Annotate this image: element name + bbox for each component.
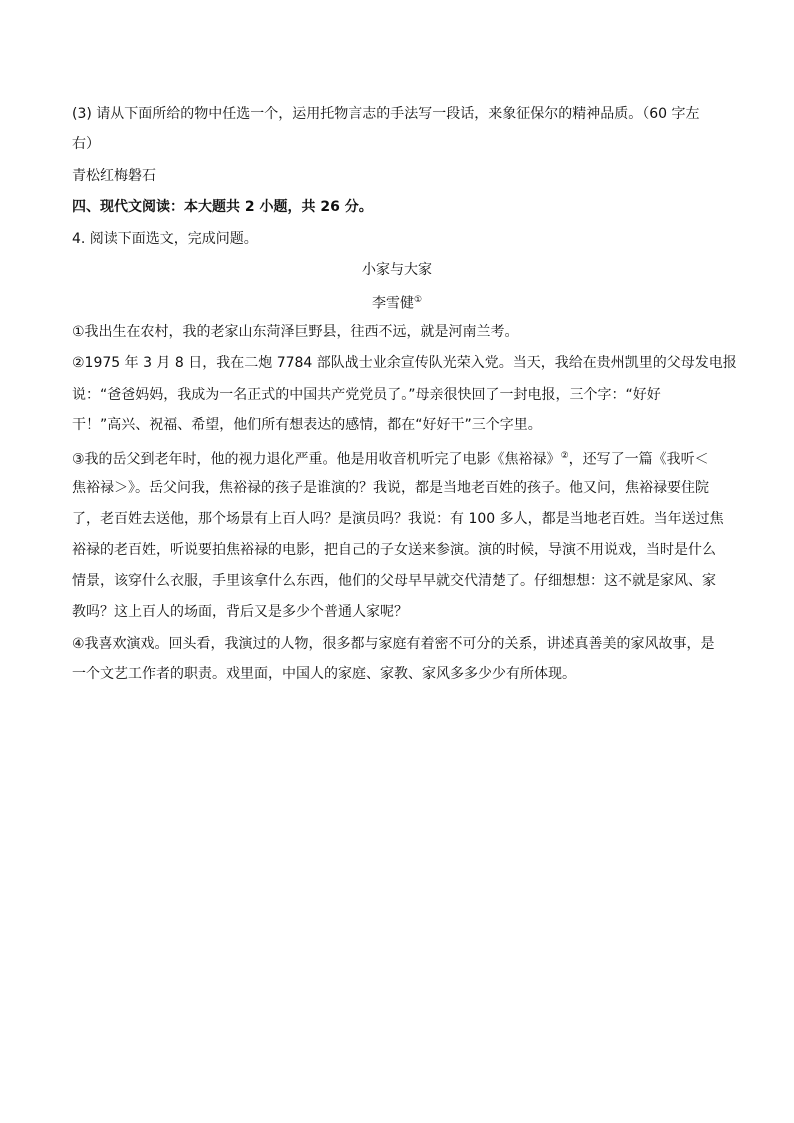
article-author	[0, 290, 794, 314]
paragraph-3-line-1-text-b: ，还写了一篇《我听＜	[568, 451, 709, 468]
paragraph-3-line-4: 裕禄的老百姓，听说要拍焦裕禄的电影，把自己的子女送来参演。演的时候，导演不用说戏，当时是什么	[72, 542, 716, 558]
author-footnote-marker: ①	[413, 295, 423, 305]
question-3-line-2: 右）	[72, 136, 100, 152]
paragraph-2-line-3: 干！”高兴、祝福、希望，他们所有想表达的感情，都在“好好干”三个字里。	[72, 417, 542, 433]
paragraph-4-line-1: ④我喜欢演戏。回头看，我演过的人物，很多都与家庭有着密不可分的关系，讲述真善美的家风故事，是	[72, 636, 715, 652]
paragraph-3-line-3: 了，老百姓去送他，那个场景有上百人吗？是演员吗？我说：有 100 多人，都是当地老百姓。当年送过焦	[72, 511, 724, 527]
paragraph-2-line-2: 说：“爸爸妈妈，我成为一名正式的中国共产党党员了。”母亲很快回了一封电报，三个字：“好好	[72, 387, 661, 403]
film-footnote-marker: ②	[560, 451, 569, 461]
section-4-instruction: 4. 阅读下面选文，完成问题。	[72, 231, 258, 247]
question-3-options: 青松红梅磐石	[72, 168, 156, 184]
section-4-heading: 四、现代文阅读：本大题共 2 小题，共 26 分。	[72, 199, 373, 215]
paragraph-3-line-1	[72, 446, 722, 470]
author-name: 李雪健	[371, 295, 414, 312]
article-title: 小家与大家	[362, 262, 432, 278]
paragraph-4-line-2: 一个文艺工作者的职责。戏里面，中国人的家庭、家教、家风多多少少有所体现。	[72, 666, 576, 682]
paragraph-2-line-1: ②1975 年 3 月 8 日，我在二炮 7784 部队战士业余宣传队光荣入党。当天，我给在贵州凯里的父母发电报	[72, 355, 737, 371]
paragraph-3-line-1-text-a: ③我的岳父到老年时，他的视力退化严重。他是用收音机听完了电影《焦裕禄》	[72, 451, 561, 468]
paragraph-1: ①我出生在农村，我的老家山东菏泽巨野县，往西不远，就是河南兰考。	[72, 324, 519, 340]
paragraph-3-line-2: 焦裕禄＞》。岳父问我，焦裕禄的孩子是谁演的？我说，都是当地老百姓的孩子。他又问，焦裕禄要住院	[72, 480, 709, 496]
paragraph-3-line-5: 情景，该穿什么衣服，手里该拿什么东西，他们的父母早早就交代清楚了。仔细想想：这不就是家风、家	[72, 573, 716, 589]
question-3-line-1: (3) 请从下面所给的物中任选一个，运用托物言志的手法写一段话，来象征保尔的精神品质。（60 字左	[72, 106, 700, 122]
paragraph-3-line-6: 教吗？这上百人的场面，背后又是多少个普通人家呢？	[72, 604, 408, 620]
